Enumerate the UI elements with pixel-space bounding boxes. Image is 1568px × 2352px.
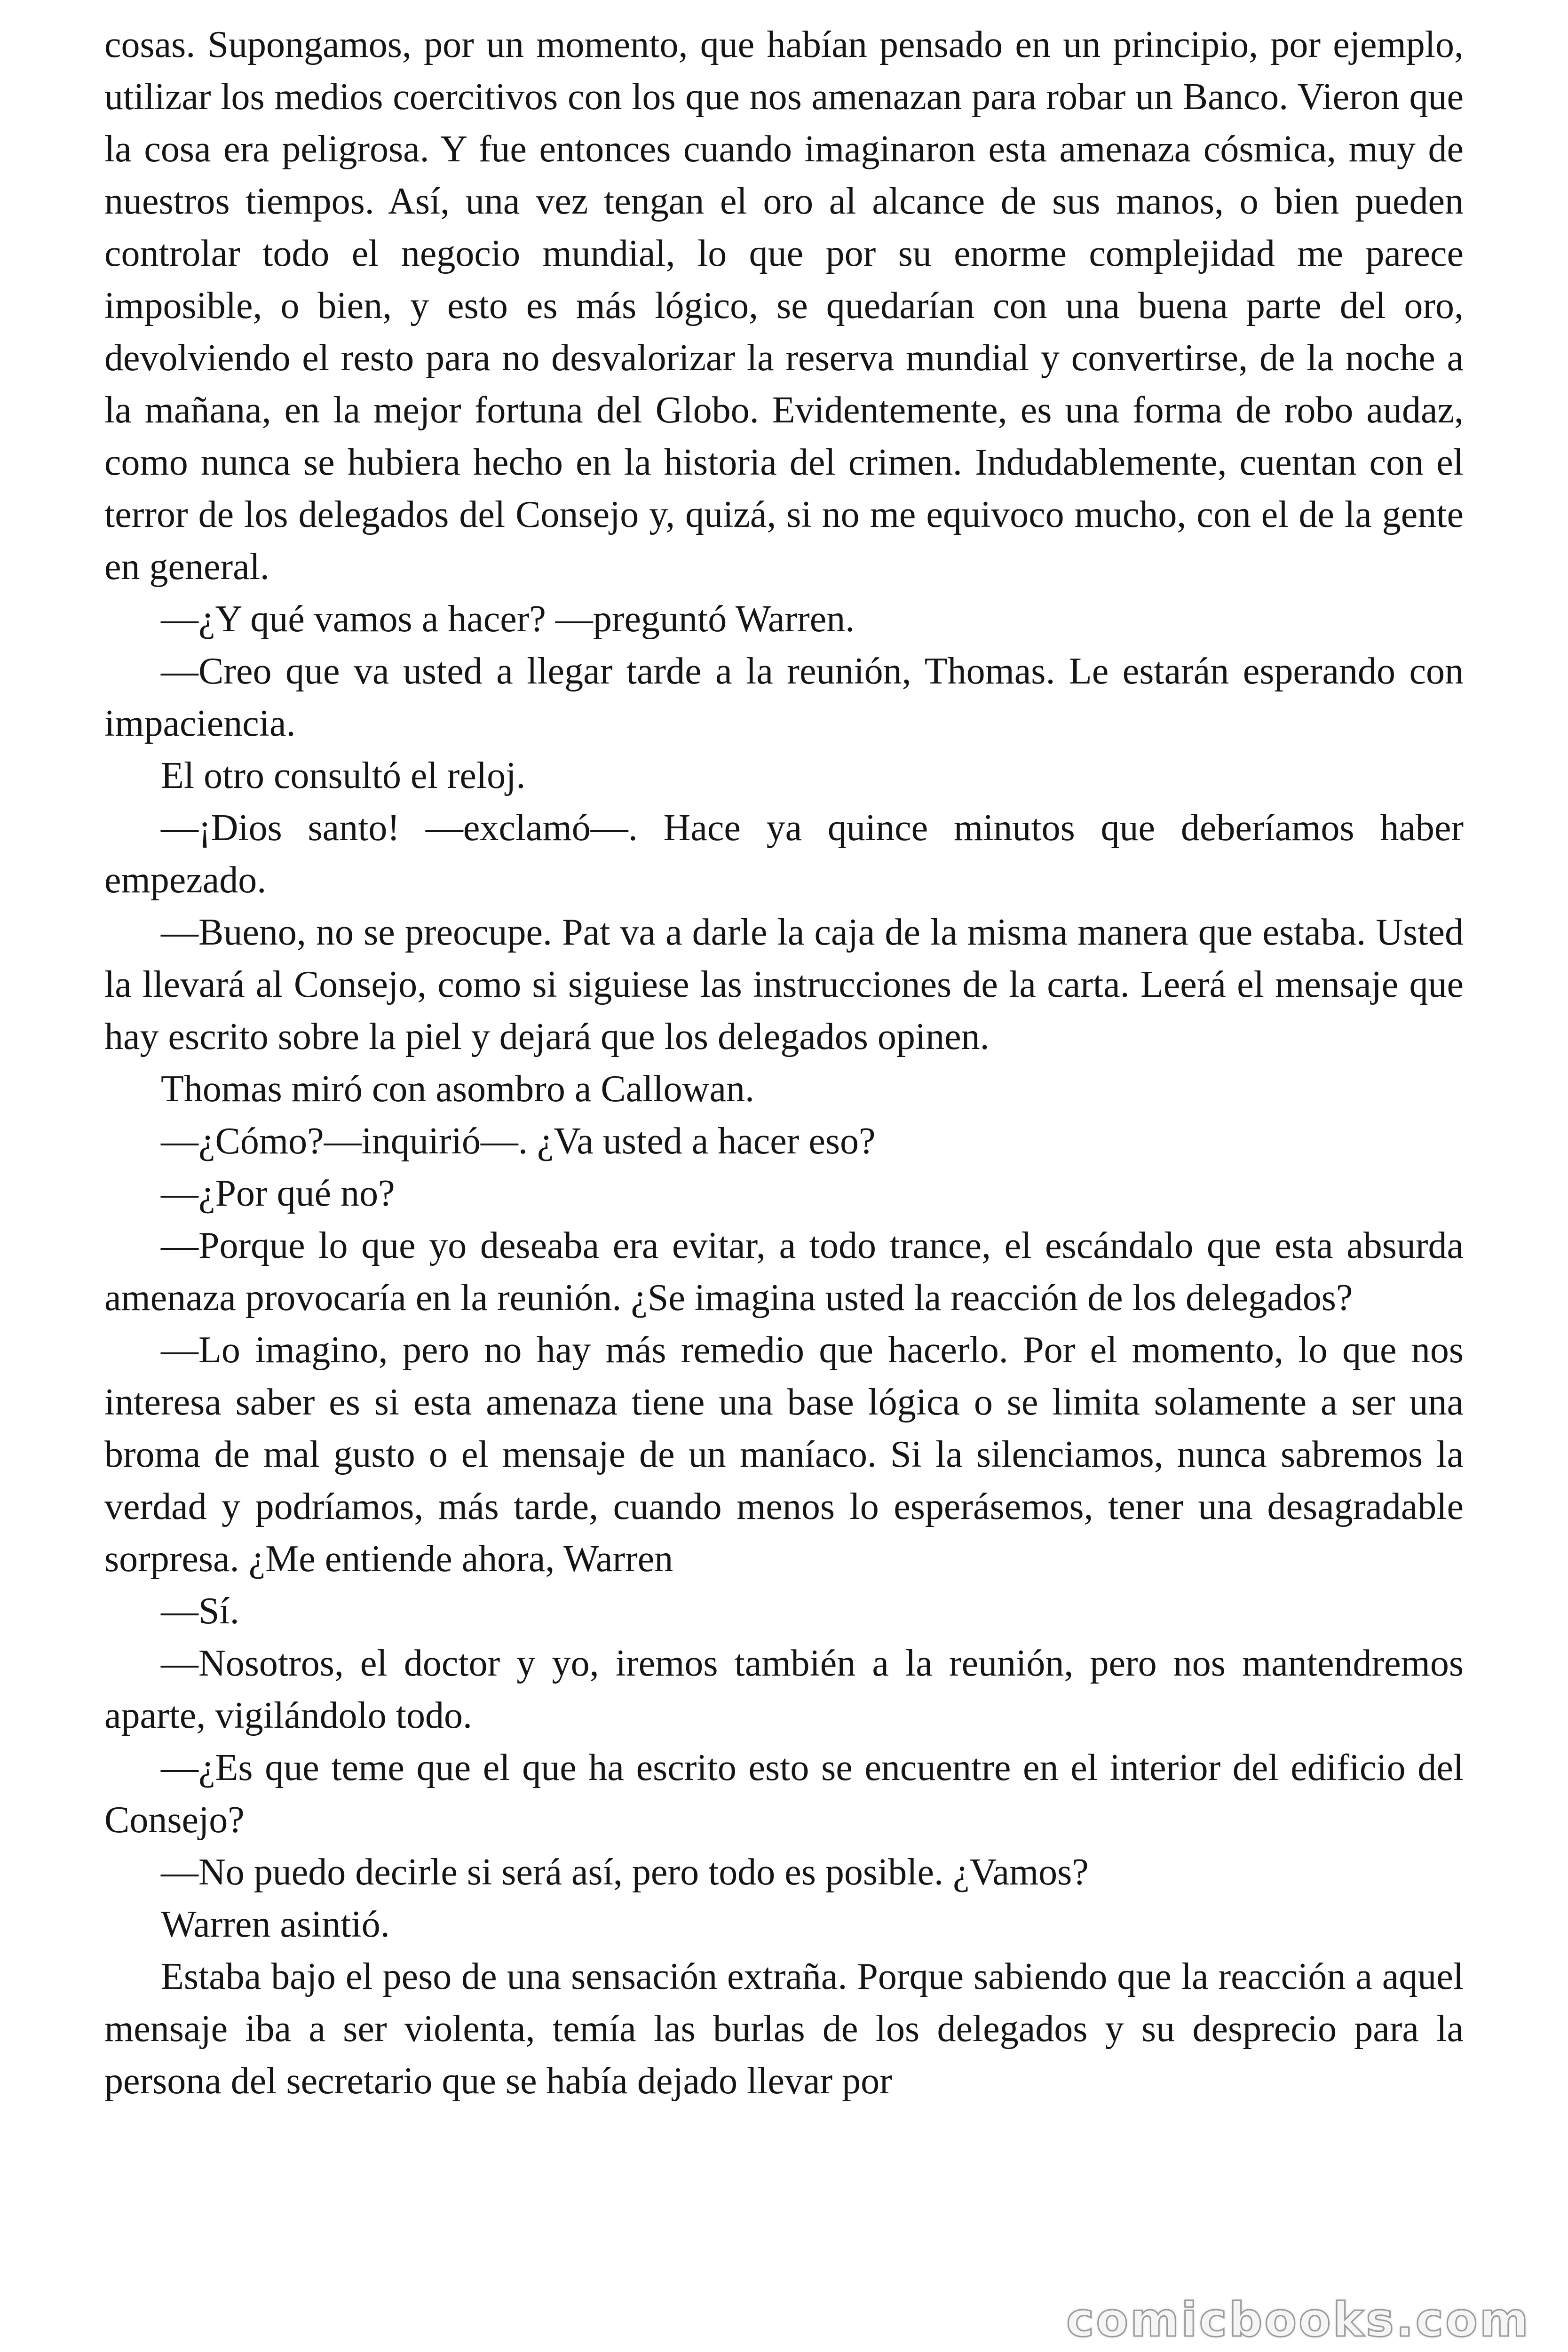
paragraph-13: —Nosotros, el doctor y yo, iremos también a la reunión, pero nos mantendremos aparte, vigilándolo todo. [104, 1643, 1464, 1736]
paragraph-3: —Creo que va usted a llegar tarde a la reunión, Thomas. Le estarán esperando con impaciencia. [104, 651, 1464, 744]
paragraph-7: Thomas miró con asombro a Callowan. [161, 1068, 754, 1110]
paragraph-4: El otro consultó el reloj. [161, 755, 526, 796]
paragraph-11: —Lo imagino, pero no hay más remedio que hacerlo. Por el momento, lo que nos interesa saber es si esta amenaza tiene una base lógica o se limita solamente a ser una broma de mal gusto o el mensaje de un maníaco. Si la silenciamos, nunca sabremos la verdad y podríamos, más tarde, cuando menos lo esperásemos, tener una desagradable sorpresa. ¿Me entiende ahora, Warren [104, 1329, 1464, 1580]
paragraph-15: —No puedo decirle si será así, pero todo es posible. ¿Vamos? [161, 1851, 1089, 1893]
watermark: comicbooks.com [1066, 2292, 1530, 2347]
paragraph-9: —¿Por qué no? [161, 1173, 395, 1214]
paragraph-5: —¡Dios santo! —exclamó—. Hace ya quince minutos que deberíamos haber empezado. [104, 807, 1464, 901]
paragraph-16: Warren asintió. [161, 1904, 390, 1945]
paragraph-14: —¿Es que teme que el que ha escrito esto se encuentre en el interior del edificio del Consejo? [104, 1747, 1464, 1841]
paragraph-6: —Bueno, no se preocupe. Pat va a darle la caja de la misma manera que estaba. Usted la llevará al Consejo, como si siguiese las instrucciones de la carta. Leerá el mensaje que hay escrito sobre la piel y dejará que los delegados opinen. [104, 912, 1464, 1057]
book-page-text [104, 19, 1464, 2107]
paragraph-12: —Sí. [161, 1590, 239, 1632]
paragraph-10: —Porque lo que yo deseaba era evitar, a todo trance, el escándalo que esta absurda amenaza provocaría en la reunión. ¿Se imagina usted la reacción de los delegados? [104, 1225, 1464, 1319]
paragraph-2: —¿Y qué vamos a hacer? —preguntó Warren. [161, 598, 855, 640]
paragraph-8: —¿Cómo?—inquirió—. ¿Va usted a hacer eso? [161, 1120, 876, 1162]
paragraph-1: cosas. Supongamos, por un momento, que habían pensado en un principio, por ejemplo, utilizar los medios coercitivos con los que nos amenazan para robar un Banco. Vieron que la cosa era peligrosa. Y fue entonces cuando imaginaron esta amenaza cósmica, muy de nuestros tiempos. Así, una vez tengan el oro al alcance de sus manos, o bien pueden controlar todo el negocio mundial, lo que por su enorme complejidad me parece imposible, o bien, y esto es más lógico, se quedarían con una buena parte del oro, devolviendo el resto para no desvalorizar la reserva mundial y convertirse, de la noche a la mañana, en la mejor fortuna del Globo. Evidentemente, es una forma de robo audaz, como nunca se hubiera hecho en la historia del crimen. Indudablemente, cuentan con el terror de los delegados del Consejo y, quizá, si no me equivoco mucho, con el de la gente en general. [104, 24, 1464, 588]
paragraph-17: Estaba bajo el peso de una sensación extraña. Porque sabiendo que la reacción a aquel mensaje iba a ser violenta, temía las burlas de los delegados y su desprecio para la persona del secretario que se había dejado llevar por [104, 1956, 1464, 2102]
